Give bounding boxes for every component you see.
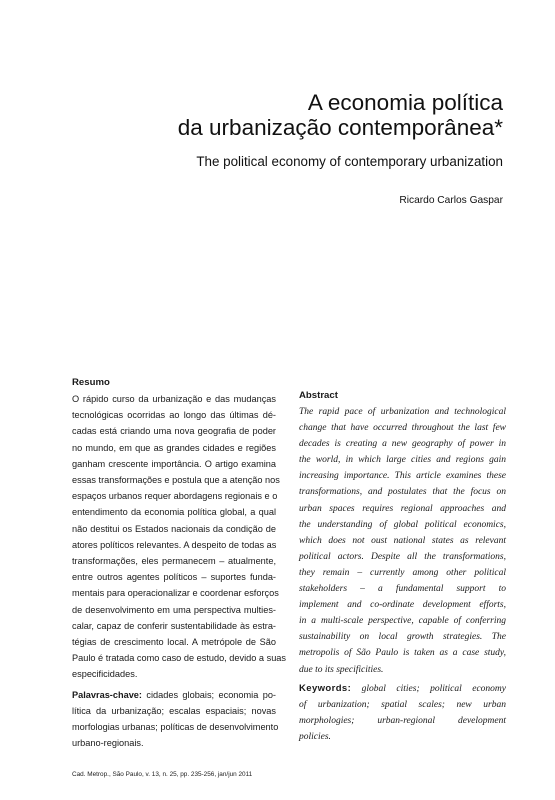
abstract-line: in a multi-scale perspective, capable of conferring (299, 616, 506, 627)
resumo-line: essas transformações e postula que a atenção nos (72, 475, 280, 486)
resumo-line: calar, capaz de conferir sustentabilidade às estra- (72, 620, 276, 631)
resumo-line: de desenvolvimento em uma perspectiva multies- (72, 604, 276, 615)
article-title (178, 90, 503, 140)
abstract-line: metropolis of São Paulo is taken as a case study, (299, 648, 506, 659)
journal-citation-footer: Cad. Metrop., São Paulo, v. 13, n. 25, pp. 235-256, jan/jun 2011 (72, 771, 253, 778)
resumo-line: O rápido curso da urbanização e das mudanças (72, 394, 276, 404)
resumo-column (72, 376, 287, 751)
abstract-line: change that have occurred throughout the last few (299, 423, 506, 434)
resumo-line: espaços urbanos requer abordagens regionais e o (72, 491, 278, 502)
resumo-line: tégias de crescimento local. A metrópole de São (72, 637, 276, 648)
keywords-line: urbano-regionais. (72, 738, 144, 749)
palavras-chave-label: Palavras-chave: (72, 689, 142, 700)
english-subtitle: The political economy of contemporary urbanization (196, 154, 503, 169)
abstract-line: they remain – currently among other political (299, 567, 506, 578)
abstract-line: the world, in which large cities and regions gain (299, 455, 506, 466)
title-line-2: da urbanização contemporânea* (177, 115, 503, 140)
abstract-line: transformations, and postulates that the focus on (299, 487, 506, 498)
keywords-line (299, 681, 506, 697)
abstract-text (299, 404, 506, 678)
resumo-line: atores políticos relevantes. A despeito de todas as (72, 539, 277, 550)
keywords-label: Keywords: (299, 682, 352, 694)
keywords-line: morfologias urbanas; políticas de desenvolvimento (72, 722, 279, 733)
abstract-column (299, 389, 506, 745)
abstract-line: sustainability on local growth strategies. The (299, 632, 506, 643)
resumo-line: mentais para operacionalizar e coordenar esforços (72, 588, 279, 599)
author-name: Ricardo Carlos Gaspar (399, 195, 503, 206)
resumo-line: tecnológicas ocorridas ao longo das últimas dé- (72, 410, 276, 421)
abstract-line: due to its specificities. (299, 664, 384, 675)
keywords-line (72, 687, 276, 703)
abstract-line: implement and co-ordinate development efforts, (299, 600, 506, 611)
keywords-line: of urbanization; spatial scales; new urban (299, 699, 506, 710)
abstract-line: increasing importance. This article examines these (299, 471, 506, 482)
resumo-line: no mundo, em que as grandes cidades e regiões (72, 442, 276, 453)
abstract-line: which does not oust national states as relevant (299, 535, 506, 546)
keywords (299, 681, 506, 745)
resumo-text (72, 391, 287, 683)
keywords-line: lítica da urbanização; escalas espaciais; novas (72, 705, 276, 716)
keywords-line: morphologies; urban-regional development (299, 715, 506, 726)
abstract-line: stakeholders – a fundamental support to (299, 584, 506, 595)
abstract-heading: Abstract (299, 390, 338, 401)
resumo-line: entre outros agentes políticos – suportes funda- (72, 572, 276, 583)
keywords-text: cidades globais; economia po- (141, 689, 276, 700)
resumo-line: não destitui os Estados nacionais da condição de (72, 523, 276, 534)
resumo-line: ganham crescente importância. O artigo examina (72, 458, 276, 469)
abstract-line: political actors. Despite all the transformations, (299, 551, 506, 562)
keywords-text: global cities; political economy (351, 683, 506, 694)
keywords-line: policies. (299, 731, 331, 742)
resumo-line: especificidades. (72, 669, 138, 680)
resumo-line: transformações, eles permanecem – atualmente, (72, 556, 276, 567)
resumo-line: Paulo é tratada como caso de estudo, devido a suas (72, 653, 287, 664)
palavras-chave (72, 687, 279, 752)
resumo-line: entendimento da economia política global, a qual (72, 507, 276, 518)
resumo-heading: Resumo (72, 377, 110, 388)
abstract-line: decades is creating a new geography of power in (299, 439, 506, 450)
abstract-line: urban spaces requires regional approaches and (299, 503, 506, 514)
resumo-line: cadas está criando uma nova geografia de poder (72, 426, 276, 437)
abstract-line: The rapid pace of urbanization and technological (299, 407, 506, 417)
abstract-line: the understanding of global political economics, (299, 519, 506, 530)
title-line-1: A economia política (307, 90, 503, 115)
